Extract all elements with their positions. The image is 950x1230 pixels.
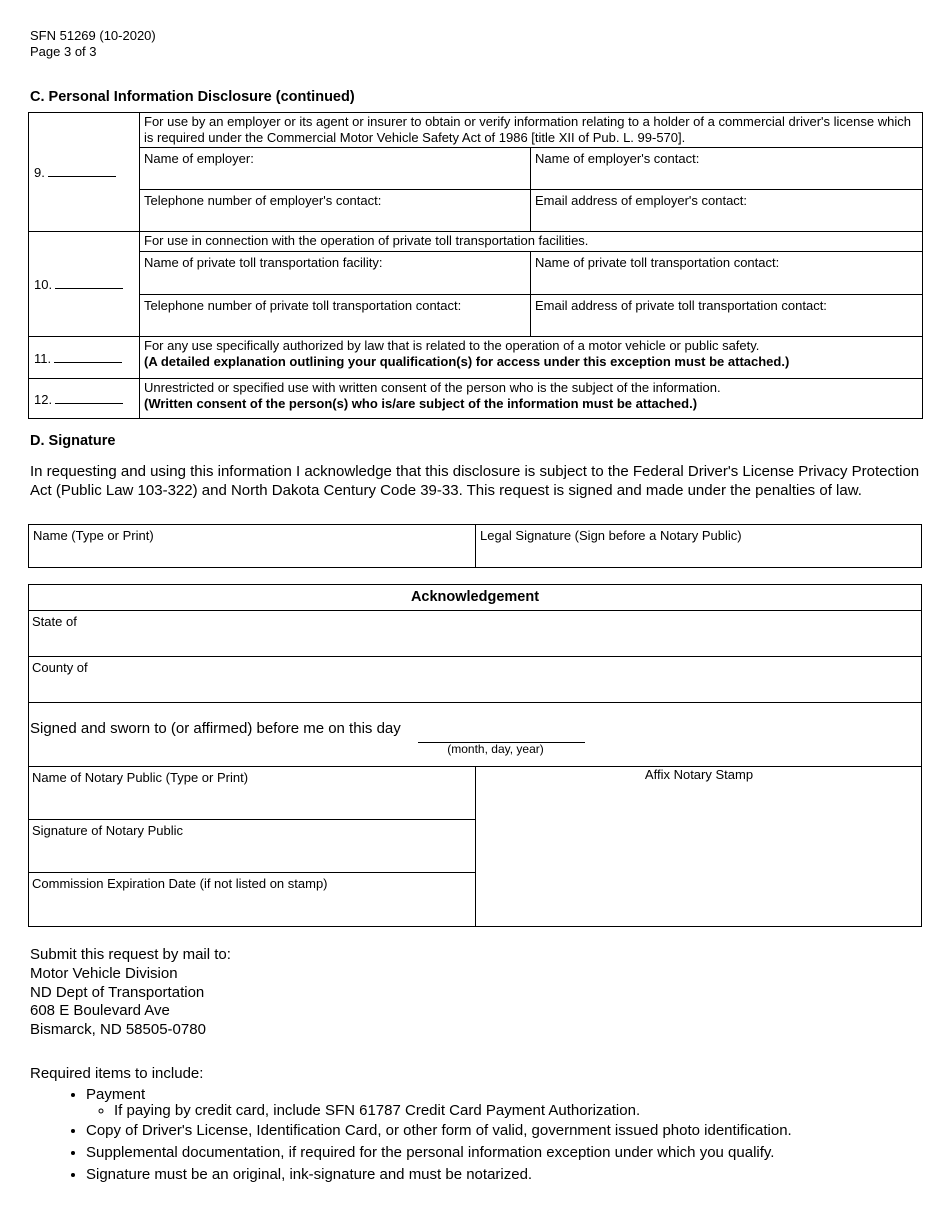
notary-name-field[interactable]	[28, 766, 476, 820]
item-9-number: 9.	[34, 165, 45, 180]
county-field[interactable]	[28, 656, 922, 703]
item-12-text	[140, 379, 923, 419]
toll-facility-field[interactable]	[140, 252, 531, 295]
required-list	[30, 1084, 930, 1185]
toll-phone-field[interactable]	[140, 295, 531, 337]
toll-email-field[interactable]	[531, 295, 923, 337]
list-item	[86, 1142, 930, 1164]
acknowledgement-title: Acknowledgement	[410, 589, 540, 605]
section-d-title: D. Signature	[30, 433, 116, 449]
item-10-table	[28, 231, 923, 337]
employer-email-label: Email address of employer's contact:	[535, 193, 748, 208]
item-10-number-cell[interactable]	[29, 232, 140, 337]
address-line: 608 E Boulevard Ave	[30, 1002, 170, 1020]
mailing-address	[30, 946, 231, 1040]
item-12-number: 12.	[34, 391, 53, 407]
toll-facility-label: Name of private toll transportation facility:	[144, 255, 383, 270]
signature-statement: In requesting and using this information I acknowledge that this disclosure is subject to the Federal Driver's License Privacy Protection Act (Public Law 103-322) and North Dakota Century Code 39-33. This request is signed and made under the penalties of law.	[30, 463, 920, 499]
employer-name-field[interactable]	[140, 148, 531, 190]
toll-phone-label: Telephone number of private toll transportation contact:	[144, 298, 462, 313]
state-field[interactable]	[28, 610, 922, 657]
date-caption: (month, day, year)	[447, 742, 544, 756]
employer-phone-field[interactable]	[140, 190, 531, 232]
item-9-table	[28, 112, 923, 232]
list-item	[86, 1164, 930, 1186]
item-11-number-cell[interactable]	[29, 337, 140, 379]
notary-signature-label: Signature of Notary Public	[32, 823, 184, 838]
item-11-text	[140, 337, 923, 379]
item-9-blank[interactable]	[48, 166, 116, 177]
notary-signature-field[interactable]	[28, 819, 476, 873]
list-item	[86, 1120, 930, 1142]
required-items	[30, 1065, 930, 1185]
employer-name-label: Name of employer:	[144, 151, 254, 166]
name-print-label: Name (Type or Print)	[33, 528, 154, 543]
payment-item: Payment	[86, 1085, 146, 1103]
item-11-blank[interactable]	[54, 352, 122, 363]
employer-phone-label: Telephone number of employer's contact:	[144, 193, 382, 208]
toll-email-label: Email address of private toll transportation contact:	[535, 298, 827, 313]
form-number: SFN 51269 (10-2020)	[30, 28, 156, 43]
item-11-description: For any use specifically authorized by law that is related to the operation of a motor vehicle or public safety.	[144, 338, 760, 353]
list-item	[114, 1101, 930, 1120]
item-9-number-cell[interactable]	[29, 113, 140, 232]
page-number: Page 3 of 3	[30, 44, 97, 59]
toll-contact-label: Name of private toll transportation contact:	[535, 255, 780, 270]
commission-date-label: Commission Expiration Date (if not listed on stamp)	[32, 876, 328, 891]
payment-sub-item: If paying by credit card, include SFN 61787 Credit Card Payment Authorization.	[114, 1102, 641, 1120]
address-line: Bismarck, ND 58505-0780	[30, 1021, 206, 1039]
address-line: Motor Vehicle Division	[30, 964, 178, 982]
item-11-number: 11.	[34, 350, 52, 366]
list-item	[86, 1084, 930, 1121]
sworn-label: Signed and sworn to (or affirmed) before me on this day	[30, 720, 401, 737]
legal-signature-label: Legal Signature (Sign before a Notary Public)	[480, 528, 742, 543]
item-12-blank[interactable]	[55, 393, 123, 404]
section-c-title: C. Personal Information Disclosure (continued)	[30, 89, 355, 105]
mailing-intro: Submit this request by mail to:	[30, 946, 231, 963]
form-header	[30, 28, 156, 60]
item-9-description: For use by an employer or its agent or insurer to obtain or verify information relating to a holder of a commercial driver's license which is required under the Commercial Motor Vehicle Safety Act of 1986 [title XII of Pub. L. 99-570].	[140, 113, 923, 148]
address-line: ND Dept of Transportation	[30, 983, 205, 1001]
notary-name-label: Name of Notary Public (Type or Print)	[32, 770, 249, 785]
name-print-field[interactable]	[28, 524, 476, 568]
employer-email-field[interactable]	[531, 190, 923, 232]
legal-signature-field[interactable]	[475, 524, 922, 568]
item-10-number: 10.	[34, 277, 53, 292]
item-11-note: (A detailed explanation outlining your qualification(s) for access under this exception must be attached.)	[144, 354, 790, 369]
county-label: County of	[32, 660, 88, 675]
item-12-note: (Written consent of the person(s) who is/are subject of the information must be attached.)	[144, 396, 698, 411]
item-12-description: Unrestricted or specified use with written consent of the person who is the subject of the information.	[144, 380, 721, 395]
toll-contact-field[interactable]	[531, 252, 923, 295]
items-11-12-table	[28, 336, 923, 419]
state-label: State of	[32, 614, 77, 629]
list-item-text: Copy of Driver's License, Identification Card, or other form of valid, government issued photo identification.	[86, 1122, 792, 1140]
notary-stamp-label: Affix Notary Stamp	[644, 767, 754, 782]
item-12-number-cell[interactable]	[29, 379, 140, 419]
list-item-text: Signature must be an original, ink-signature and must be notarized.	[86, 1165, 533, 1183]
item-10-description: For use in connection with the operation of private toll transportation facilities.	[140, 232, 923, 252]
commission-date-field[interactable]	[28, 872, 476, 927]
employer-contact-label: Name of employer's contact:	[535, 151, 700, 166]
notary-stamp-area[interactable]	[476, 766, 922, 926]
required-intro: Required items to include:	[30, 1065, 204, 1082]
employer-contact-field[interactable]	[531, 148, 923, 190]
list-item-text: Supplemental documentation, if required for the personal information exception under which you qualify.	[86, 1143, 775, 1161]
item-10-blank[interactable]	[55, 278, 123, 289]
